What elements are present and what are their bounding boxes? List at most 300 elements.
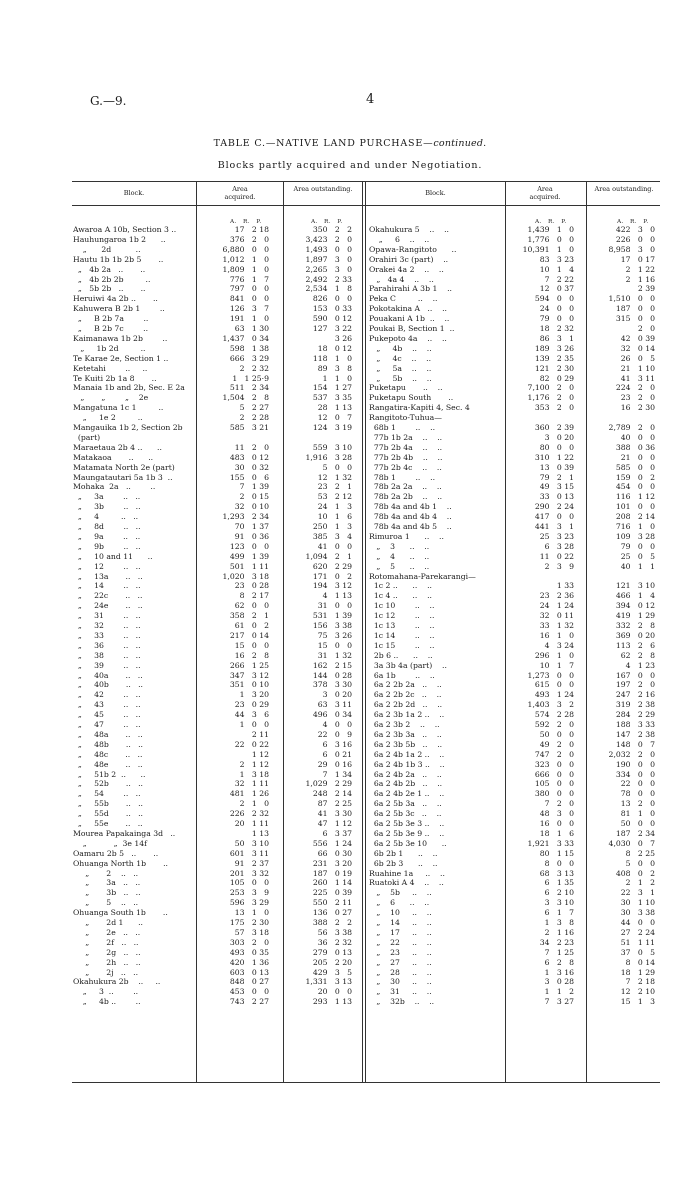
block-name: 6a 2 3b 5b .. .. <box>369 739 443 749</box>
table-row <box>369 423 659 432</box>
area-outstanding: 378 3 30 <box>312 680 352 690</box>
area-outstanding: 124 3 19 <box>312 423 352 432</box>
block-name: „ 51b 2 .. .. <box>73 769 146 779</box>
area-acquired: 351 0 10 <box>229 680 269 690</box>
area-outstanding: 188 3 33 <box>615 720 655 729</box>
block-name: 6a 2 3b 1a 2 .. .. <box>369 710 445 720</box>
table-row <box>369 770 659 779</box>
table-row <box>73 354 360 363</box>
area-outstanding: 1,916 3 28 <box>305 452 352 462</box>
area-outstanding: 36 2 32 <box>317 937 352 947</box>
block-name: 6a 2 5b 3a .. .. <box>369 799 442 809</box>
block-name: „ 3 .. .. <box>369 541 430 551</box>
block-name: „ 36 .. .. <box>73 640 141 650</box>
area-acquired: 574 2 28 <box>534 710 574 720</box>
table-row <box>369 938 659 947</box>
area-acquired: 441 3 1 <box>534 522 574 531</box>
area-acquired: 601 3 11 <box>229 848 269 858</box>
table-row <box>369 572 659 581</box>
table-row <box>73 661 360 670</box>
area-acquired: 1,273 0 0 <box>527 670 574 680</box>
area-acquired: 1,020 3 18 <box>222 571 269 581</box>
area-acquired: 91 0 36 <box>234 531 269 541</box>
col-head-block-left: Block. <box>123 189 145 197</box>
area-outstanding: 56 3 38 <box>317 927 352 937</box>
table-row <box>73 413 360 422</box>
block-name: Oamaru 2b 5 .. .. <box>73 848 159 858</box>
table-row <box>73 651 360 660</box>
block-name: 1c 2 .. .. .. <box>369 581 432 591</box>
area-outstanding: 47 1 12 <box>317 819 352 828</box>
area-outstanding: 8 0 14 <box>625 957 655 967</box>
area-outstanding: 7 2 18 <box>625 977 655 987</box>
block-name: „ B 2b 7a .. <box>73 314 149 324</box>
block-name: 77b 1b 2a .. .. <box>369 432 443 442</box>
area-outstanding: 419 1 29 <box>615 611 655 621</box>
area-acquired: 666 0 0 <box>534 769 574 779</box>
area-outstanding: 429 3 5 <box>312 967 352 977</box>
table-row <box>369 324 659 333</box>
table-row <box>369 819 659 828</box>
block-name: 6a 2 4b 1a 2 .. .. <box>369 749 445 759</box>
area-acquired: 6,880 0 0 <box>222 244 269 254</box>
block-name: „ 30 .. .. <box>369 977 432 987</box>
table-row <box>369 532 659 541</box>
table-row <box>73 374 360 383</box>
block-name: „ 2d 1 .. <box>73 918 144 927</box>
table-subtitle: Blocks partly acquired and under Negotiation. <box>217 160 483 171</box>
area-acquired: 481 1 26 <box>229 789 269 799</box>
area-outstanding: 224 2 0 <box>615 383 655 393</box>
table-row <box>73 977 360 986</box>
page-code: G.—9. <box>90 94 127 108</box>
area-outstanding: 1,094 2 1 <box>305 551 352 561</box>
table-row <box>73 512 360 521</box>
area-acquired: 32 1 11 <box>234 779 269 789</box>
block-name: „ 2e .. .. <box>73 927 141 937</box>
area-outstanding: 369 0 20 <box>615 630 655 640</box>
area-acquired: 797 0 0 <box>229 284 269 294</box>
table-row <box>369 443 659 452</box>
table-row <box>73 492 360 501</box>
area-acquired: 290 2 24 <box>534 502 574 512</box>
block-name: „ 38 .. .. <box>73 650 141 660</box>
area-acquired: 33 0 13 <box>539 492 574 502</box>
area-acquired: 3 0 28 <box>544 977 574 987</box>
table-row <box>369 878 659 887</box>
area-acquired: 1 3 16 <box>544 967 574 977</box>
area-acquired: 123 0 0 <box>229 541 269 551</box>
area-acquired: 1,176 2 0 <box>527 393 574 403</box>
table-row <box>73 581 360 590</box>
table-row <box>369 750 659 759</box>
block-name: 1c 13 .. .. <box>369 621 435 630</box>
area-outstanding: 315 0 0 <box>615 314 655 324</box>
area-outstanding: 194 3 12 <box>312 581 352 591</box>
area-outstanding: 12 0 7 <box>317 413 352 423</box>
table-row <box>369 869 659 878</box>
area-acquired: 1 3 20 <box>239 690 269 700</box>
block-name: Hauhungaroa 1b 2 .. <box>73 234 166 244</box>
table-row <box>369 690 659 699</box>
table-row <box>369 720 659 729</box>
center-rule-b <box>365 181 366 1082</box>
area-acquired: 3 0 20 <box>544 432 574 442</box>
area-outstanding: 187 2 34 <box>615 828 655 838</box>
table-row <box>73 423 360 432</box>
table-row <box>369 700 659 709</box>
block-name: 6a 2 2b 2d .. .. <box>369 700 443 710</box>
table-row <box>369 710 659 719</box>
block-name: Mangauika 1b 2, Section 2b <box>73 423 183 432</box>
area-acquired: 1 1 2 <box>544 987 574 997</box>
area-acquired: 80 0 0 <box>539 442 574 452</box>
area-acquired: 483 0 12 <box>229 452 269 462</box>
area-acquired: 453 0 0 <box>229 987 269 997</box>
table-row <box>73 859 360 868</box>
block-name: „ 4b 2b 2b .. <box>73 274 151 284</box>
block-name: „ 31 .. .. <box>73 611 141 621</box>
table-row <box>369 581 659 590</box>
area-acquired: 7 2 0 <box>544 799 574 809</box>
area-outstanding: 231 3 20 <box>312 858 352 868</box>
area-acquired: 493 1 24 <box>534 690 574 700</box>
area-acquired: 501 1 11 <box>229 561 269 571</box>
block-name: „ 2g .. .. <box>73 947 141 957</box>
area-acquired: 24 0 0 <box>539 304 574 314</box>
area-outstanding: 716 1 0 <box>615 522 655 531</box>
table-row <box>73 235 360 244</box>
area-acquired: 2 0 15 <box>239 492 269 502</box>
table-row <box>369 294 659 303</box>
block-name: Ohuanga North 1b .. <box>73 858 169 868</box>
area-outstanding: 12 2 10 <box>620 987 655 997</box>
table-row <box>369 898 659 907</box>
area-outstanding: 332 2 8 <box>615 621 655 630</box>
area-outstanding: 18 0 12 <box>317 343 352 353</box>
table-row <box>73 938 360 947</box>
table-row <box>73 294 360 303</box>
table-row <box>369 968 659 977</box>
area-outstanding: 10 1 6 <box>317 512 352 522</box>
area-acquired: 323 0 0 <box>534 759 574 769</box>
area-outstanding: 40 1 1 <box>620 561 655 571</box>
area-outstanding: 585 0 0 <box>615 462 655 472</box>
area-outstanding: 116 1 12 <box>615 492 655 502</box>
block-name: 1c 12 .. .. <box>369 611 435 621</box>
area-outstanding: 12 1 32 <box>317 472 352 482</box>
table-row <box>73 631 360 640</box>
area-acquired: 603 0 13 <box>229 967 269 977</box>
area-outstanding: 3,423 2 0 <box>305 234 352 244</box>
area-acquired: 2 2 32 <box>239 363 269 373</box>
area-acquired: 596 3 29 <box>229 898 269 908</box>
block-name: Ohuanga South 1b .. <box>73 908 168 918</box>
block-name: Opawa-Rangitoto .. <box>369 244 457 254</box>
area-acquired: 2 2 28 <box>239 413 269 423</box>
block-name: (part) <box>73 432 101 442</box>
block-name: „ 10 and 11 .. <box>73 551 153 561</box>
area-acquired: 68 3 13 <box>539 868 574 878</box>
area-acquired: 1,012 1 0 <box>222 254 269 264</box>
area-acquired: 16 2 8 <box>234 650 269 660</box>
block-name: „ 32 .. .. <box>73 621 141 630</box>
table-row <box>369 859 659 868</box>
area-acquired: 8 0 0 <box>544 858 574 868</box>
area-outstanding: 51 1 11 <box>620 937 655 947</box>
block-name: „ 14 .. .. <box>73 581 141 591</box>
block-name: 6a 2 4b 2e 1 .. .. <box>369 789 445 799</box>
area-acquired: 79 2 1 <box>539 472 574 482</box>
area-outstanding: 154 1 27 <box>312 383 352 393</box>
area-acquired: 2 11 <box>251 729 269 739</box>
table-row <box>73 888 360 897</box>
table-row <box>369 611 659 620</box>
table-row <box>73 720 360 729</box>
area-outstanding: 81 1 0 <box>620 809 655 819</box>
area-outstanding: 40 0 0 <box>620 432 655 442</box>
block-name: Awaroa A 10b, Section 3 .. <box>73 225 177 234</box>
units-outstanding-right: A. R. P. <box>617 219 649 225</box>
area-outstanding: 4 1 13 <box>322 591 352 601</box>
area-outstanding: 148 0 7 <box>615 739 655 749</box>
table-row <box>73 809 360 818</box>
block-name: „ 33 .. .. <box>73 630 141 640</box>
block-name: „ 23 .. .. <box>369 947 432 957</box>
area-outstanding: 2,265 3 0 <box>305 264 352 274</box>
area-acquired: 11 0 22 <box>539 551 574 561</box>
area-acquired: 6 1 7 <box>544 908 574 918</box>
table-row <box>369 839 659 848</box>
block-name: Ruahine 1a .. .. <box>369 868 445 878</box>
table-row <box>369 453 659 462</box>
table-row <box>73 680 360 689</box>
table-row <box>369 433 659 442</box>
col-head-outstanding-left: Area outstanding. <box>293 185 353 193</box>
area-acquired: 511 2 34 <box>229 383 269 393</box>
table-row <box>369 354 659 363</box>
area-acquired: 217 0 14 <box>229 630 269 640</box>
area-outstanding: 8 2 25 <box>625 848 655 858</box>
table-row <box>369 888 659 897</box>
area-outstanding: 1,029 2 29 <box>305 779 352 789</box>
area-outstanding: 319 2 38 <box>615 700 655 710</box>
area-outstanding: 5 0 0 <box>625 858 655 868</box>
table-row <box>369 918 659 927</box>
area-outstanding: 226 0 0 <box>615 234 655 244</box>
block-name: „ 17 .. .. <box>369 927 432 937</box>
table-row <box>369 383 659 392</box>
table-row <box>369 463 659 472</box>
block-name: 77b 2b 4a .. .. <box>369 442 443 452</box>
block-name: Mohaka 2a .. .. <box>73 482 156 492</box>
area-outstanding: 394 0 12 <box>615 601 655 611</box>
area-outstanding: 26 0 5 <box>620 353 655 363</box>
block-name: Hautu 1b 1b 2b 5 .. <box>73 254 164 264</box>
table-row <box>369 661 659 670</box>
area-acquired: 139 2 35 <box>534 353 574 363</box>
area-outstanding: 121 3 10 <box>615 581 655 591</box>
area-outstanding: 4,030 0 7 <box>608 838 655 848</box>
area-outstanding: 187 0 0 <box>615 304 655 314</box>
block-name: „ 47 .. .. <box>73 720 141 729</box>
table-row <box>73 997 360 1006</box>
block-name: Parahirahi A 3b 1 .. <box>369 284 452 294</box>
table-row <box>369 591 659 600</box>
area-outstanding: 422 3 0 <box>615 225 655 234</box>
block-name: „ 3 .. .. <box>73 987 139 997</box>
area-outstanding: 127 3 22 <box>312 324 352 333</box>
area-acquired: 16 0 0 <box>539 819 574 828</box>
block-name: „ 9b .. .. <box>73 541 141 551</box>
block-name: „ 4a 4 .. .. <box>369 274 434 284</box>
table-row <box>73 473 360 482</box>
table-bottom-rule <box>72 1082 660 1083</box>
block-name: „ 4b .. .. <box>73 997 141 1007</box>
table-title-main: TABLE C.—NATIVE LAND PURCHASE— <box>213 138 434 149</box>
area-acquired: 33 1 32 <box>539 621 574 630</box>
area-outstanding: 27 2 24 <box>620 927 655 937</box>
area-outstanding: 22 0 0 <box>620 779 655 789</box>
area-outstanding: 44 0 0 <box>620 918 655 927</box>
area-acquired: 16 1 0 <box>539 630 574 640</box>
table-row <box>369 225 659 234</box>
block-name: 6a 2 4b 2b .. .. <box>369 779 443 789</box>
table-row <box>73 502 360 511</box>
table-row <box>73 482 360 491</box>
area-outstanding: 159 0 2 <box>615 472 655 482</box>
area-outstanding: 118 1 0 <box>312 353 352 363</box>
table-row <box>73 641 360 650</box>
block-name: Te Karae 2e, Section 1 .. <box>73 353 169 363</box>
col-head-acquired-left: Area acquired. <box>224 185 256 201</box>
block-name: „ 22c .. .. <box>73 591 143 601</box>
area-outstanding: 620 2 29 <box>312 561 352 571</box>
area-acquired: 360 2 39 <box>534 423 574 432</box>
area-acquired: 49 2 0 <box>539 739 574 749</box>
table-top-rule <box>72 181 660 182</box>
area-acquired: 18 2 32 <box>539 324 574 333</box>
table-row <box>369 334 659 343</box>
area-outstanding: 25 0 5 <box>620 551 655 561</box>
table-row <box>73 304 360 313</box>
block-name: Kaimanawa 1b 2b .. <box>73 333 168 343</box>
table-title-continued: continued. <box>433 138 487 149</box>
table-row <box>369 651 659 660</box>
table-row <box>73 770 360 779</box>
table-row <box>73 522 360 531</box>
col-head-block-right: Block. <box>425 189 446 197</box>
area-acquired: 380 0 0 <box>534 789 574 799</box>
block-name: „ 32b .. .. <box>369 997 435 1007</box>
table-row <box>73 324 360 333</box>
table-row <box>369 552 659 561</box>
area-acquired: 1 3 8 <box>544 918 574 927</box>
block-name: Manaia 1b and 2b, Sec. E 2a <box>73 383 185 393</box>
table-row <box>73 255 360 264</box>
block-name: „ 48c .. .. <box>73 749 143 759</box>
area-acquired: 1 13 <box>251 828 269 838</box>
table-row <box>73 671 360 680</box>
block-name: 77b 2b 4b .. .. <box>369 452 443 462</box>
block-name: Pukepoto 4a .. .. <box>369 333 447 343</box>
area-acquired: 13 0 39 <box>539 462 574 472</box>
block-name: Kahuwera B 2b 1 .. <box>73 304 165 314</box>
area-outstanding: 293 1 13 <box>312 997 352 1007</box>
block-name: „ 3a .. .. <box>73 492 141 502</box>
table-row <box>73 403 360 412</box>
area-outstanding: 171 0 2 <box>312 571 352 581</box>
table-row <box>73 314 360 323</box>
block-name: „ „ „ 2e <box>73 393 149 403</box>
block-name: „ 3b .. .. <box>73 888 141 898</box>
area-acquired: 7 1 25 <box>544 947 574 957</box>
area-acquired: 49 3 15 <box>539 482 574 492</box>
block-name: 6a 2 5b 3c .. .. <box>369 809 442 819</box>
area-outstanding: 42 0 39 <box>620 333 655 343</box>
block-name: „ 55d .. .. <box>73 809 144 819</box>
area-outstanding: 15 0 0 <box>317 640 352 650</box>
block-name: 1c 4 .. .. .. <box>369 591 432 601</box>
area-acquired: 7,100 2 0 <box>527 383 574 393</box>
block-name: „ 52b .. .. <box>73 779 144 789</box>
area-outstanding: 41 3 11 <box>620 373 655 383</box>
table-row <box>369 502 659 511</box>
area-acquired: 6 2 8 <box>544 957 574 967</box>
area-acquired: 6 1 35 <box>544 878 574 888</box>
table-row <box>73 364 360 373</box>
block-name: „ 31 .. .. <box>369 987 432 997</box>
block-name: „ 24e .. .. <box>73 601 143 611</box>
block-name: „ 14 .. .. <box>369 918 432 927</box>
area-acquired: 1 12 <box>251 749 269 759</box>
table-row <box>73 542 360 551</box>
block-name: 78b 2a 2b .. .. <box>369 492 443 502</box>
block-name: 1c 15 .. .. <box>369 640 435 650</box>
area-acquired: 4 3 24 <box>544 640 574 650</box>
block-name: 1c 14 .. .. <box>369 630 435 640</box>
table-row <box>369 284 659 293</box>
area-outstanding: 144 0 28 <box>312 670 352 680</box>
area-outstanding: 537 3 35 <box>312 393 352 403</box>
block-name: 6a 2 4b 1b 3 .. .. <box>369 759 445 769</box>
table-row <box>369 908 659 917</box>
units-outstanding-left: A. R. P. <box>311 219 343 225</box>
area-acquired: 2 3 9 <box>544 561 574 571</box>
area-outstanding: 89 3 8 <box>317 363 352 373</box>
table-row <box>369 671 659 680</box>
area-outstanding: 250 1 3 <box>312 522 352 531</box>
table-row <box>369 680 659 689</box>
table-row <box>73 730 360 739</box>
header-bottom-rule <box>72 205 660 206</box>
area-outstanding: 279 0 13 <box>312 947 352 957</box>
area-acquired: 226 2 32 <box>229 809 269 819</box>
area-acquired: 57 3 18 <box>234 927 269 937</box>
area-acquired: 50 3 10 <box>234 838 269 848</box>
table-row <box>73 572 360 581</box>
table-row <box>73 819 360 828</box>
area-outstanding: 3 26 <box>334 333 352 343</box>
area-outstanding: 388 2 2 <box>312 918 352 927</box>
area-outstanding: 1 1 0 <box>322 373 352 383</box>
area-acquired: 7 3 27 <box>544 997 574 1007</box>
table-row <box>369 621 659 630</box>
table-row <box>369 235 659 244</box>
area-outstanding: 147 2 38 <box>615 729 655 739</box>
area-acquired: 296 1 0 <box>534 650 574 660</box>
area-acquired: 1,921 3 33 <box>527 838 574 848</box>
